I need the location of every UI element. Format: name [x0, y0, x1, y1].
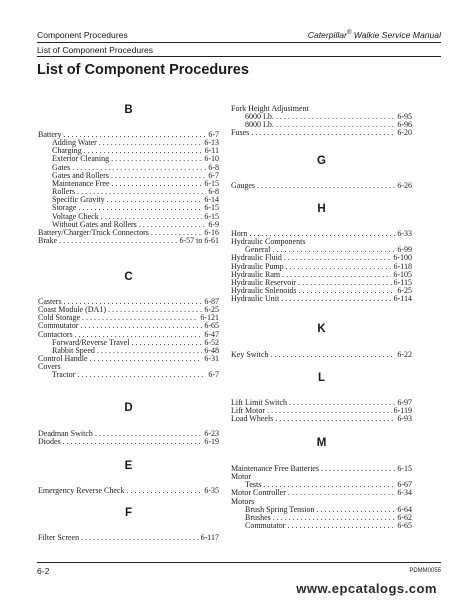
entry-page: 6-20: [397, 128, 412, 138]
dot-leader: [77, 370, 206, 379]
entry-label: Lift Limit Switch: [231, 398, 287, 407]
entry-page: 6-118: [393, 261, 412, 271]
index-entry: [38, 437, 219, 446]
entry-label: Forward/Reverse Travel: [52, 337, 130, 347]
title-rule: [37, 56, 441, 57]
entry-label: Fork Height Adjustment: [231, 104, 309, 113]
section-letter: B: [124, 104, 133, 116]
entry-page: 6-15: [204, 203, 219, 213]
entry-page: 6-105: [393, 269, 412, 279]
entry-page: 6-26: [397, 181, 412, 190]
entry-label: Exterior Cleaning: [52, 154, 110, 164]
entry-label: Storage: [52, 203, 77, 213]
brand-name: Caterpillar: [307, 30, 347, 40]
index-entry: [231, 294, 412, 303]
entry-label: Load Wheels: [231, 414, 274, 424]
entry-label: Hydraulic Reservoir: [231, 277, 297, 287]
entry-page: 6-99: [397, 245, 412, 255]
entry-label: Voltage Check: [52, 211, 99, 221]
entry-label: Brushes: [245, 512, 271, 522]
entry-label: Hydraulic Solenoids: [231, 286, 297, 296]
entry-label: Lift Motor: [231, 406, 265, 416]
entry-page: 6-19: [204, 437, 219, 447]
entry-page: 6-100: [393, 253, 412, 263]
dot-leader: [271, 350, 396, 359]
entry-page: 6-13: [204, 138, 219, 148]
page-number: 6-2: [37, 566, 50, 576]
index-entry: [38, 486, 219, 495]
entry-label: Commutator: [38, 321, 79, 331]
entry-page: 6-67: [397, 480, 412, 490]
entry-page: 6-11: [204, 146, 219, 156]
section-letter: C: [124, 271, 133, 283]
entry-label: Tractor: [52, 370, 76, 380]
manual-title: Walkie Service Manual: [351, 30, 441, 40]
entry-label: Hydraulic Unit: [231, 294, 280, 304]
entry-label: Commutator: [245, 521, 286, 531]
entry-label: Hydraulic Pump: [231, 261, 284, 271]
entry-page: 6-117: [200, 533, 219, 542]
entry-label: Specific Gravity: [52, 195, 105, 205]
section-letter: H: [317, 203, 326, 215]
section-letter: L: [317, 372, 326, 384]
running-header-right: [308, 30, 441, 40]
footer-rule: [37, 562, 441, 563]
entry-page: 6-96: [397, 120, 412, 130]
entry-page: 6-62: [397, 512, 412, 522]
page-title: List of Component Procedures: [37, 62, 249, 78]
entry-page: 6-87: [204, 297, 219, 306]
entry-label: Contactors: [38, 329, 73, 339]
entry-label: Horn: [231, 229, 248, 238]
entry-page: 6-10: [204, 154, 219, 164]
index-entry: [52, 370, 219, 379]
entry-page: 6-95: [397, 112, 412, 122]
entry-page: 6-64: [397, 504, 412, 514]
entry-page: 6-34: [397, 488, 412, 498]
entry-label: Rabbit Speed: [52, 345, 95, 355]
entry-label: Key Switch: [231, 350, 269, 359]
section-letter: D: [124, 402, 133, 414]
entry-page: 6-115: [393, 277, 412, 287]
dot-leader: [257, 181, 395, 190]
entry-label: Tests: [245, 480, 262, 490]
entry-label: Deadman Switch: [38, 429, 93, 438]
index-entry: [231, 128, 412, 137]
document-code: PDMM0055: [409, 568, 441, 574]
entry-page: 6-7: [208, 370, 219, 380]
entry-label: Motor: [231, 472, 251, 482]
entry-page: 6-15: [204, 211, 219, 221]
entry-page: 6-119: [393, 406, 412, 416]
entry-page: 6-7: [208, 130, 219, 139]
entry-label: 6000 Lb.: [245, 112, 274, 122]
entry-page: 6-33: [397, 229, 412, 238]
header-rule: [37, 42, 441, 43]
section-letter: M: [316, 437, 327, 449]
dot-leader: [287, 521, 395, 530]
entry-label: Gates: [52, 162, 71, 172]
entry-label: Motor Controller: [231, 488, 286, 498]
index-entry: [231, 181, 412, 190]
entry-page: 6-65: [397, 521, 412, 531]
entry-page: 6-52: [204, 337, 219, 347]
dot-leader: [275, 414, 395, 423]
section-letter: G: [317, 155, 326, 167]
entry-page: 6-16: [204, 227, 219, 237]
entry-page: 6-114: [393, 294, 412, 304]
entry-page: 6-8: [208, 162, 219, 172]
entry-label: Gates and Rollers: [52, 170, 109, 180]
entry-label: Gauges: [231, 181, 255, 190]
entry-label: Rollers: [52, 187, 76, 197]
entry-label: Hydraulic Ram: [231, 269, 281, 279]
dot-leader: [126, 486, 202, 495]
running-header-left: Component Procedures: [37, 30, 128, 40]
index-entry: [231, 414, 412, 423]
entry-page: 6-57 to 6-61: [179, 235, 219, 245]
dot-leader: [81, 533, 199, 542]
entry-page: 6-14: [204, 195, 219, 205]
entry-label: Brake: [38, 235, 58, 245]
entry-page: 6-25: [204, 305, 219, 315]
entry-page: 6-48: [204, 345, 219, 355]
entry-page: 6-35: [204, 486, 219, 495]
entry-page: 6-7: [208, 170, 219, 180]
index-entry: [38, 236, 219, 245]
entry-label: Maintenance Free: [52, 178, 110, 188]
entry-label: General: [245, 245, 271, 255]
index-entry: [38, 533, 219, 542]
entry-label: 8000 Lb.: [245, 120, 274, 130]
entry-label: Without Gates and Rollers: [52, 219, 137, 229]
entry-page: 6-93: [397, 414, 412, 424]
entry-page: 6-9: [208, 219, 219, 229]
entry-label: Hydraulic Components: [231, 237, 306, 247]
entry-label: Cold Storage: [38, 313, 80, 323]
entry-page: 6-23: [204, 429, 219, 438]
entry-label: Maintenance Free Batteries: [231, 464, 319, 473]
entry-label: Covers: [38, 362, 61, 372]
entry-page: 6-31: [204, 354, 219, 364]
entry-page: 6-22: [397, 350, 412, 359]
section-letter: K: [317, 323, 326, 335]
registered-mark: ®: [346, 30, 352, 37]
entry-page: 6-65: [204, 321, 219, 331]
watermark: www.epcatalogs.com: [296, 581, 437, 596]
section-letter: F: [124, 507, 133, 519]
entry-label: Diodes: [38, 437, 61, 447]
entry-page: 6-47: [204, 329, 219, 339]
entry-label: Coast Module (DA1): [38, 305, 106, 315]
entry-page: 6-97: [397, 398, 412, 407]
index-entry: [245, 521, 412, 530]
entry-page: 6-8: [208, 187, 219, 197]
dot-leader: [281, 294, 391, 303]
entry-page: 6-15: [204, 178, 219, 188]
entry-label: Hydraulic Fluid: [231, 253, 282, 263]
entry-page: 6-15: [397, 464, 412, 473]
entry-label: Charging: [52, 146, 82, 156]
entry-label: Emergency Reverse Check: [38, 486, 125, 495]
section-letter: E: [124, 460, 133, 472]
entry-page: 6-121: [200, 313, 219, 323]
index-entry: [231, 350, 412, 359]
entry-label: Casters: [38, 297, 62, 306]
entry-label: Battery: [38, 130, 62, 139]
entry-label: Filter Screen: [38, 533, 80, 542]
breadcrumb: List of Component Procedures: [37, 45, 154, 55]
entry-label: Fuses: [231, 128, 250, 138]
entry-label: Control Handle: [38, 354, 88, 364]
dot-leader: [251, 128, 395, 137]
entry-label: Motors: [231, 496, 255, 506]
dot-leader: [59, 236, 177, 245]
entry-label: Adding Water: [52, 138, 97, 148]
entry-label: Brush Spring Tension: [245, 504, 315, 514]
dot-leader: [63, 437, 203, 446]
entry-page: 6-25: [397, 286, 412, 296]
entry-label: Battery/Charger/Truck Connectors: [38, 227, 149, 237]
